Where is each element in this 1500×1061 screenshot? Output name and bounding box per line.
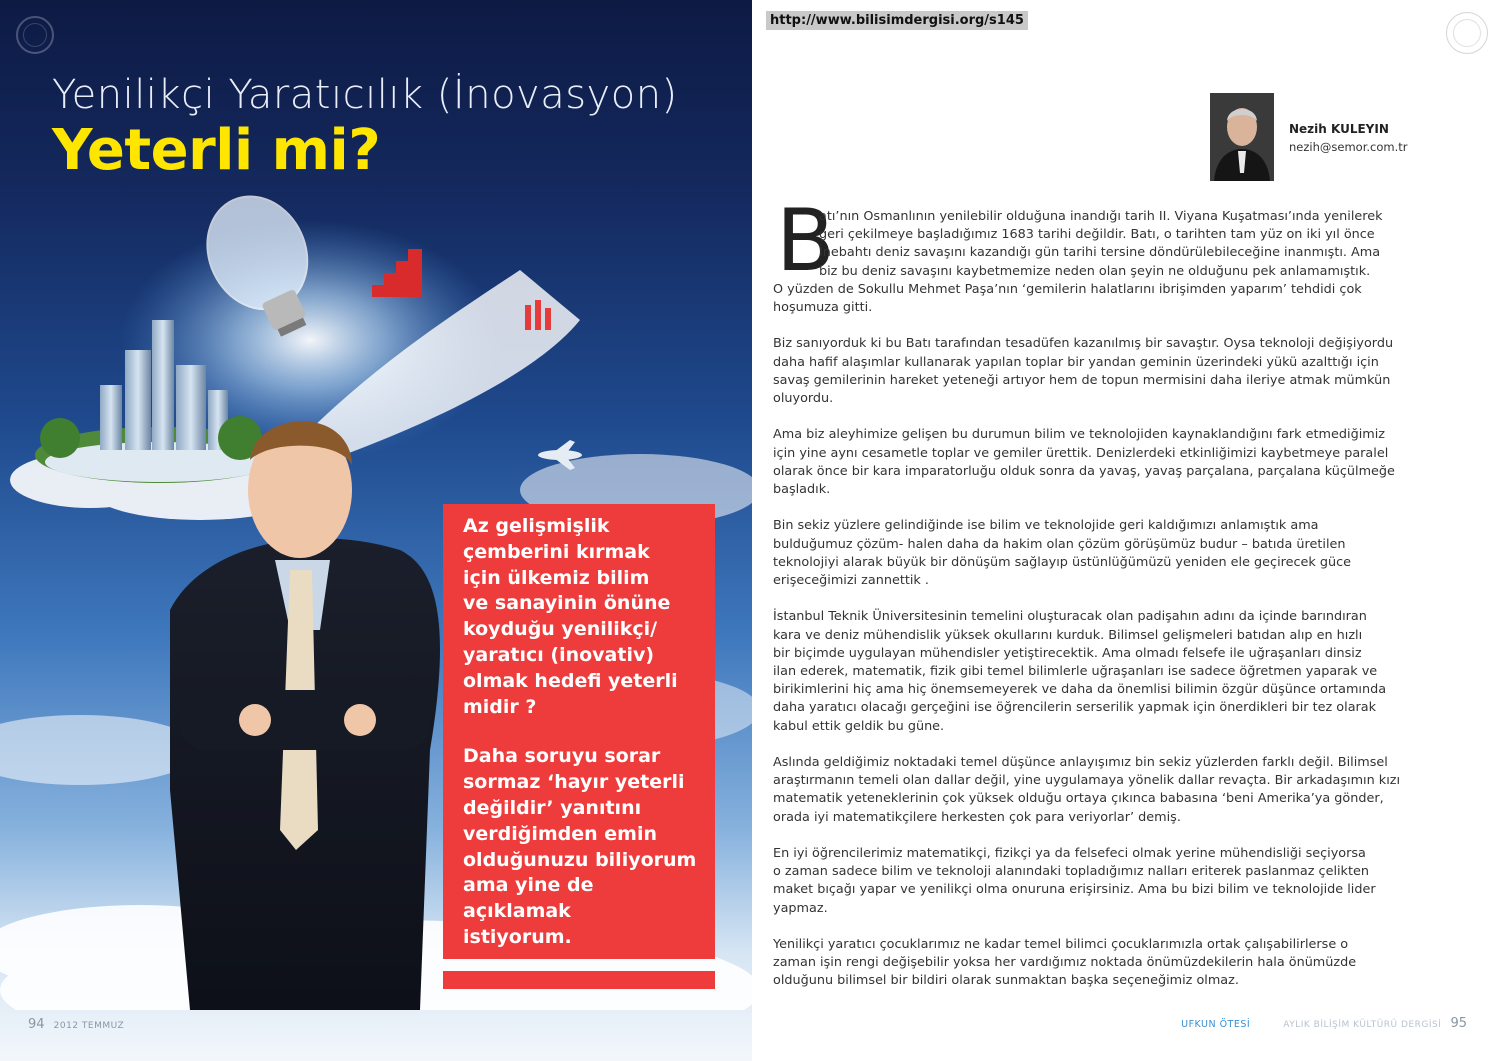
article-line: hoşumuza gitti. — [773, 300, 873, 316]
issue-date: 2012 TEMMUZ — [53, 1021, 125, 1031]
article-line: ilan ederek, matematik, fizik gibi temel bilimlerle uğraşanları ise sadece öğretmen yaparak ve — [773, 664, 1378, 680]
article-line: orada iyi matematikçilere herkesten çok para veriyorlar’ demiş. — [773, 809, 1181, 825]
emblem-icon — [1446, 12, 1488, 54]
article-paragraph — [773, 754, 1433, 827]
article-line: İnebahtı deniz savaşını kazandığı gün tarihi tersine döndürülebileceğine inanmıştı. Ama — [819, 245, 1381, 261]
emblem-icon — [16, 16, 54, 54]
left-folio — [28, 1013, 124, 1032]
article-line: kara ve deniz mühendislik yüksek okullarını kurduk. Bilimsel gelişmeleri batıdan alıp en hızlı — [773, 627, 1363, 643]
article-paragraph — [773, 208, 1433, 317]
article-line: için yine aynı cesametle toplar ve gemiler ürettik. Denizlerdeki etkinliğimizi kaybetmeye paralel — [773, 445, 1389, 461]
headline-line-2: Yeterli mi? — [52, 118, 381, 183]
pull-quote-line: için ülkemiz bilim — [463, 566, 650, 589]
article-line: teknolojiyi alarak büyük bir dönüşüm sağlayıp üstünlüğümüzü yeniden ele geçirecek güce — [773, 554, 1352, 570]
pull-quote-box — [443, 504, 715, 959]
article-line: Biz sanıyorduk ki bu Batı tarafından tesadüfen kazanılmış bir savaştır. Oysa teknoloji değişiyordu — [773, 336, 1394, 352]
article-line: İstanbul Teknik Üniversitesinin temelini oluşturacak olan padişahın adını da içinde barındıran — [773, 609, 1367, 625]
article-line: daha yaratıcı olacağı gerçeğini ise öğrencilerin serserilik yapmak için önerdikleri bir tez olarak — [773, 700, 1377, 716]
article-line: biz bu deniz savaşını kaybetmemize neden olan şeyin ne olduğunu pek anlamamıştık. — [819, 263, 1371, 279]
footer-magazine: AYLIK BİLİŞİM KÜLTÜRÜ DERGİSİ — [1283, 1020, 1442, 1030]
article-line: zaman işin rengi değişebilir yoksa her vardığımız noktada önümüzdekilerin hala önümüzde — [773, 955, 1357, 971]
article-line: olduğunu bilimsel bir bildiri olarak sunmaktan başka seçeneğimiz olmaz. — [773, 973, 1239, 989]
footer-brand: UFKUN ÖTESİ — [1181, 1019, 1251, 1030]
pull-quote-line: olmak hedefi yeterli — [463, 669, 678, 692]
pull-quote-line: Daha soruyu sorar — [463, 745, 661, 768]
article-line: Yenilikçi yaratıcı çocuklarımız ne kadar temel bilimci çocuklarımızla ortak çalışabilirlerse o — [773, 937, 1349, 953]
article-line: olarak önce bir kara imparatorluğu olduk sonra da yavaş, yavaş parçalana, parçalana küçülmeğe — [773, 463, 1395, 479]
article-line: başladık. — [773, 482, 831, 498]
article-line: En iyi öğrencilerimiz matematikçi, fizikçi ya da felsefeci olmak yerine mühendisliği seçiyorsa — [773, 846, 1366, 862]
right-folio — [1181, 1012, 1467, 1031]
article-line: matematik yeteneklerinin çok yüksek olduğu ortaya çıkınca babasına ‘beni Amerika’ya gönder, — [773, 791, 1384, 807]
pull-quote-line: istiyorum. — [463, 925, 572, 948]
pull-quote-line: yaratıcı (inovativ) — [463, 643, 655, 666]
article-line: yapmaz. — [773, 900, 828, 916]
article-line: atı’nın Osmanlının yenilebilir olduğuna inandığı tarih II. Viyana Kuşatması’ında yenilerek — [819, 209, 1383, 224]
pull-quote-paragraph-2 — [463, 744, 699, 950]
article-line: bir biçimde uygulayan mühendisler yetiştirecektik. Ama olmadı felsefe ile uğraşanları dinsiz — [773, 645, 1362, 661]
article-body — [773, 208, 1433, 1009]
drop-cap: B — [776, 191, 835, 291]
article-line: maket bıçağı yapar ve yenilikçi olma onuruna erişirsiniz. Ama bu bizi bilim ve teknolojide lider — [773, 882, 1376, 898]
article-line: kabul ettik geldik bu güne. — [773, 718, 945, 734]
article-line: oluyordu. — [773, 391, 834, 407]
pull-quote-line: koyduğu yenilikçi/ — [463, 618, 658, 641]
article-paragraph — [773, 517, 1433, 590]
article-line: geri çekilmeye başladığımız 1683 tarihi değildir. Batı, o tarihten tam yüz on iki yıl önce — [819, 227, 1375, 243]
author-email[interactable]: nezih@semor.com.tr — [1289, 140, 1408, 154]
article-paragraph — [773, 936, 1433, 991]
page-number-right: 95 — [1450, 1016, 1467, 1031]
author-name: Nezih KULEYIN — [1289, 122, 1389, 136]
article-line: savaş gemilerinin hareket yeteneği artıyor hem de topun mermisini daha ileriye atmak mümkün — [773, 372, 1391, 388]
article-line: birikimlerini hiç ama hiç önemsemeyerek ve daha da önemlisi bilimin özgür düşünce ortamında — [773, 682, 1387, 698]
right-page — [752, 0, 1500, 1061]
article-url[interactable]: http://www.bilisimdergisi.org/s145 — [766, 11, 1028, 30]
article-line: erişeceğimizi zannettik . — [773, 573, 929, 589]
article-line: Bin sekiz yüzlere gelindiğinde ise bilim ve teknolojide geri kaldığımızı anlamıştık ama — [773, 518, 1319, 534]
pull-quote-line: ve sanayinin önüne — [463, 592, 671, 615]
article-paragraph — [773, 608, 1433, 735]
pull-quote-line: olduğunuzu biliyorum — [463, 848, 697, 871]
pull-quote-line: sormaz ‘hayır yeterli — [463, 771, 685, 794]
pull-quote-strip — [443, 971, 715, 989]
pull-quote-line: çemberini kırmak — [463, 540, 650, 563]
pull-quote-line: ama yine de açıklamak — [463, 874, 594, 923]
pull-quote-paragraph-1 — [463, 514, 699, 720]
article-paragraph — [773, 426, 1433, 499]
article-paragraph — [773, 845, 1433, 918]
article-line: O yüzden de Sokullu Mehmet Paşa’nın ‘gemilerin halatlarını ibrişimden yaparım’ tehdidi çok — [773, 281, 1362, 297]
article-line: daha hafif alaşımlar kullanarak yapılan toplar bir yandan geminin üzerindeki yükü azalttığı için — [773, 354, 1379, 370]
article-line: araştırmanın temeli olan dallar değil, yine uygulamaya yönelik dallar revaçta. Bir arkadaşımın kızı — [773, 773, 1401, 789]
pull-quote-line: midir ? — [463, 695, 537, 718]
pull-quote-line: Az gelişmişlik — [463, 515, 610, 537]
article-line: o zaman sadece bilim ve teknoloji alanındaki topladığımız nalları eriterek paslanmaz çelikten — [773, 864, 1369, 880]
page-number-left: 94 — [28, 1017, 45, 1032]
article-line: Ama biz aleyhimize gelişen bu durumun bilim ve teknolojiden kaynaklandığını fark etmediğimiz — [773, 427, 1385, 443]
author-photo — [1210, 93, 1274, 181]
article-line: bulduğumuz çözüm- halen daha da hakim olan çözüm görüşümüz budur – batıda üretilen — [773, 536, 1346, 552]
pull-quote-line: değildir’ yanıtını — [463, 796, 642, 819]
article-line: Aslında geldiğimiz noktadaki temel düşünce anlayışımız bin sekiz yüzlerden farklı değil. Bilimsel — [773, 755, 1388, 771]
article-paragraph — [773, 335, 1433, 408]
headline-line-1: Yenilikçi Yaratıcılık (İnovasyon) — [52, 72, 678, 118]
pull-quote-line: verdiğimden emin — [463, 822, 658, 845]
